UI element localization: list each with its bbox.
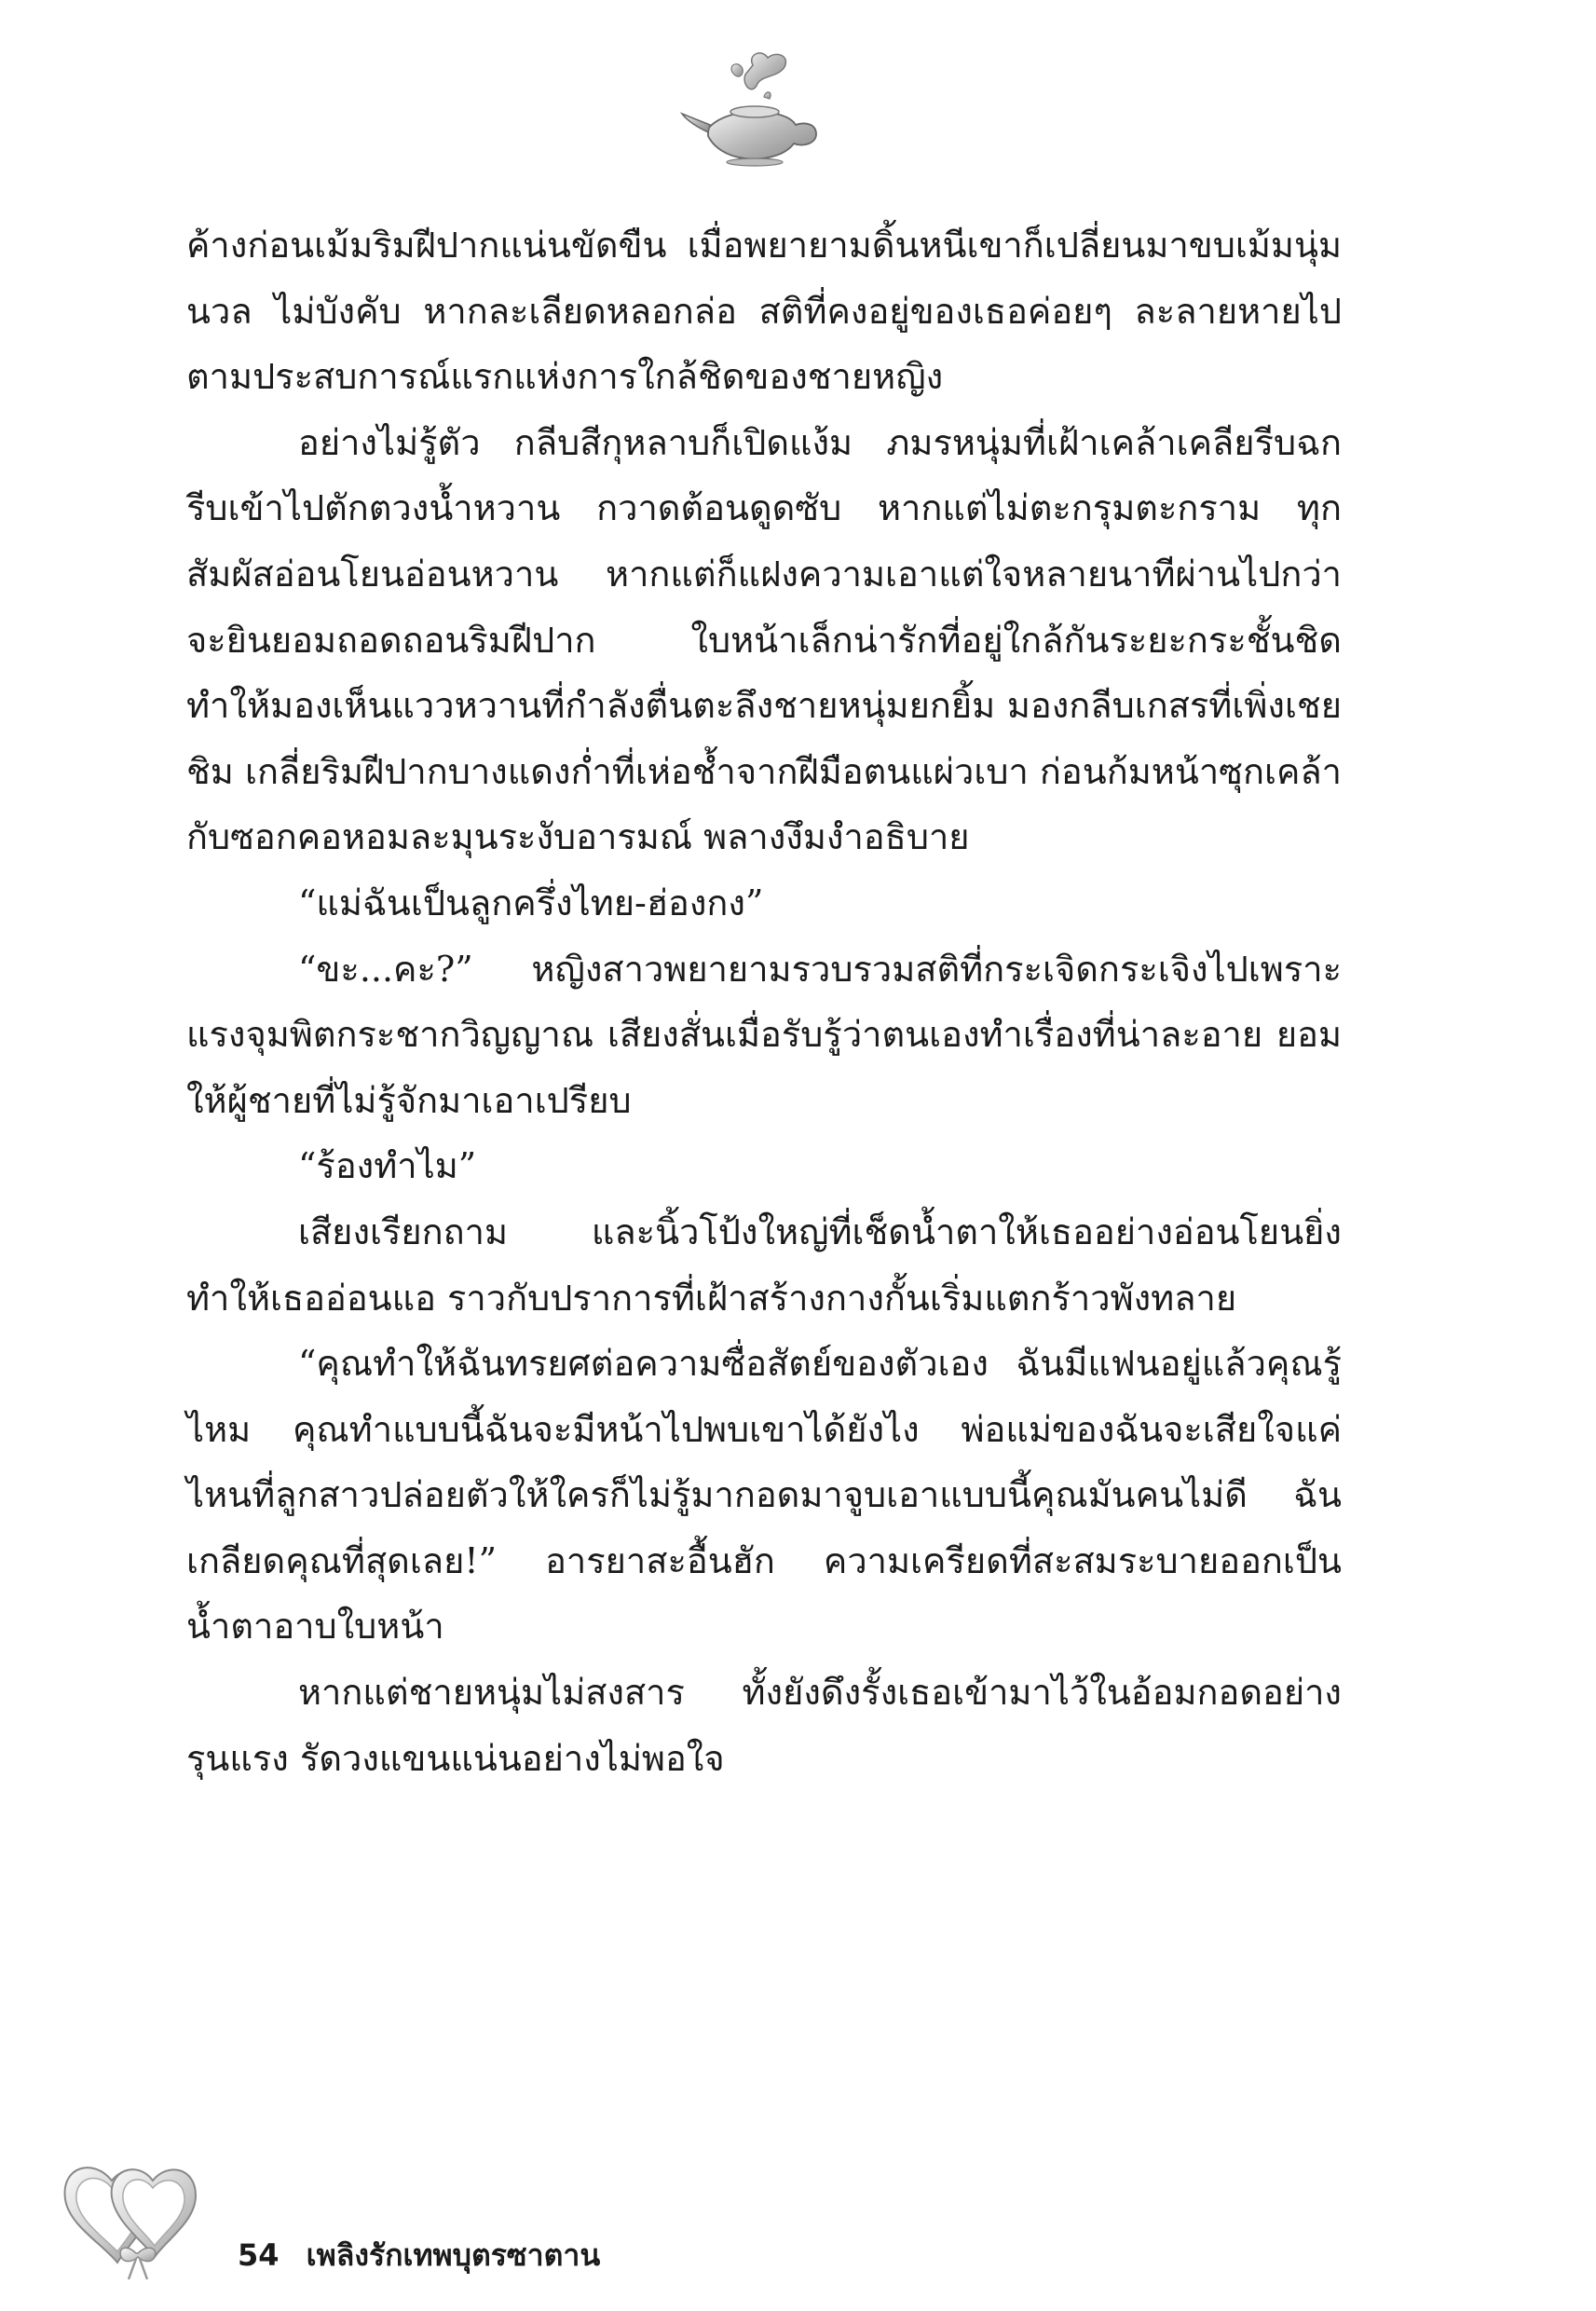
page-footer — [56, 2143, 801, 2283]
page-number: 54 — [238, 2237, 280, 2273]
paragraph: หากแต่ชายหนุ่มไม่สงสาร ทั้งยังดึงรั้งเธอเข้ามาไว้ในอ้อมกอดอย่างรุนแรง รัดวงแขนแน่นอย่างไม่พอใจ — [186, 1672, 1342, 1779]
paragraph: “แม่ฉันเป็นลูกครึ่งไทย-ฮ่องกง” — [298, 882, 764, 923]
footer-caption — [238, 2232, 600, 2279]
paragraph: “คุณทำให้ฉันทรยศต่อความซื่อสัตย์ของตัวเอง ฉันมีแฟนอยู่แล้วคุณรู้ไหม คุณทำแบบนี้ฉันจะมีหน้าไปพบเขาได้ยังไง พ่อแม่ของฉันจะเสียใจแค่ไหนที่ลูกสาวปล่อยตัวให้ใครก็ไม่รู้มากอดมาจูบเอาแบบนี้คุณมันคนไม่ดี ฉันเกลียดคุณที่สุดเลย!” อารยาสะอื้นฮัก ความเครียดที่สะสมระบายออกเป็นน้ำตาอาบใบหน้า — [186, 1343, 1342, 1648]
paragraph: อย่างไม่รู้ตัว กลีบสีกุหลาบก็เปิดแง้ม ภมรหนุ่มที่เฝ้าเคล้าเคลียรีบฉก รีบเข้าไปตักตวงน้ำหวาน กวาดต้อนดูดซับ หากแต่ไม่ตะกรุมตะกราม ทุกสัมผัสอ่อนโยนอ่อนหวาน หากแต่ก็แฝงความเอาแต่ใจหลายนาทีผ่านไปกว่าจะยินยอมถอดถอนริมฝีปาก ใบหน้าเล็กน่ารักที่อยู่ใกล้กันระยะกระชั้นชิดทำให้มองเห็นแววหวานที่กำลังตื่นตะลึงชายหนุ่มยกยิ้ม มองกลีบเกสรที่เพิ่งเชยชิม เกลี่ยริมฝีปากบางแดงก่ำที่เห่อช้ำจากฝีมือตนแผ่วเบา ก่อนก้มหน้าซุกเคล้ากับซอกคอหอมละมุนระงับอารมณ์ พลางงึมงำอธิบาย — [186, 421, 1342, 858]
book-title: เพลิงรักเทพบุตรซาตาน — [306, 2237, 601, 2273]
paragraph: เสียงเรียกถาม และนิ้วโป้งใหญ่ที่เช็ดน้ำตาให้เธออย่างอ่อนโยนยิ่งทำให้เธออ่อนแอ ราวกับปราการที่เฝ้าสร้างกางกั้นเริ่มแตกร้าวพังทลาย — [186, 1210, 1342, 1319]
hearts-ornament-icon — [56, 2143, 214, 2283]
main-text — [186, 212, 1342, 1791]
paragraph: “ร้องทำไม” — [298, 1145, 477, 1187]
paragraph: “ขะ...คะ?” หญิงสาวพยายามรวบรวมสติที่กระเจิดกระเจิงไปเพราะแรงจุมพิตกระชากวิญญาณ เสียงสั่นเมื่อรับรู้ว่าตนเองทำเรื่องที่น่าละอาย ยอมให้ผู้ชายที่ไม่รู้จักมาเอาเปรียบ — [186, 948, 1342, 1121]
lamp-genie-icon — [680, 47, 829, 168]
paragraph: ค้างก่อนเม้มริมฝีปากแน่นขัดขืน เมื่อพยายามดิ้นหนีเขาก็เปลี่ยนมาขบเม้มนุ่มนวล ไม่บังคับ หากละเลียดหลอกล่อ สติที่คงอยู่ของเธอค่อยๆ ละลายหายไปตามประสบการณ์แรกแห่งการใกล้ชิดของชายหญิง — [186, 225, 1342, 398]
